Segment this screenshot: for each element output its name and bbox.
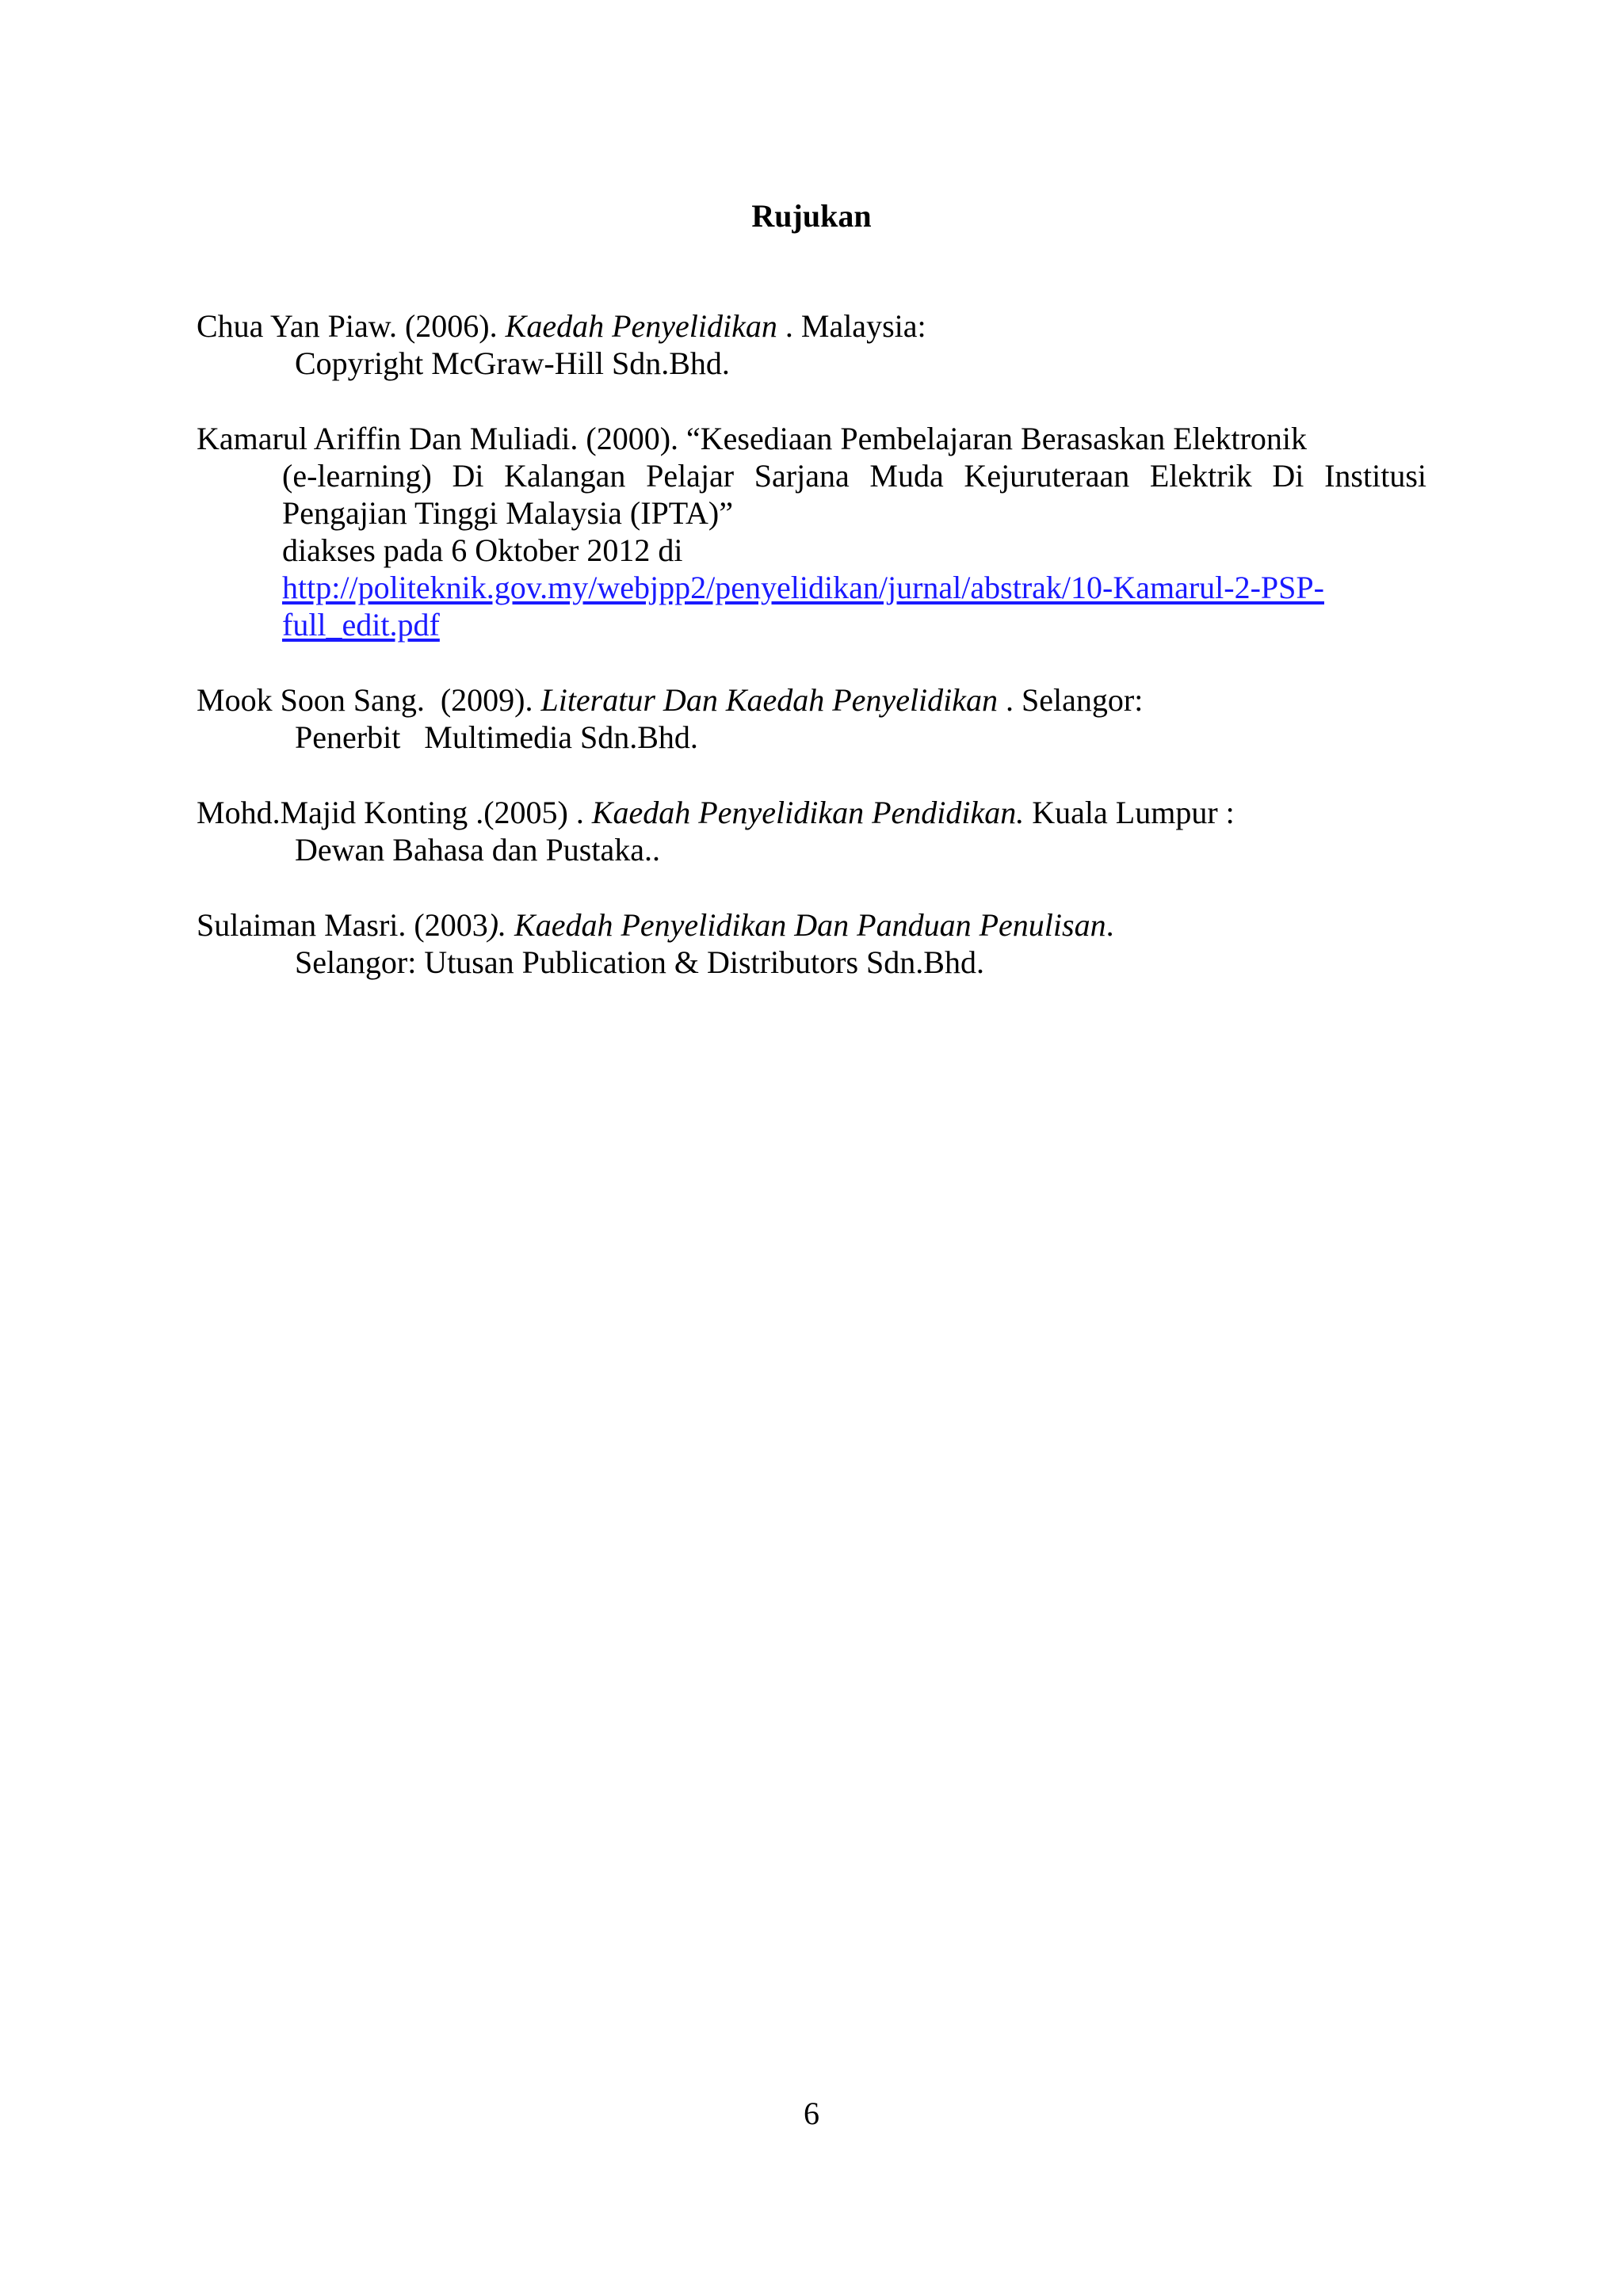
reference-line: Mohd.Majid Konting .(2005) . Kaedah Penyelidikan Pendidikan. Kuala Lumpur : xyxy=(197,795,1235,830)
reference-line: Mook Soon Sang. (2009). Literatur Dan Kaedah Penyelidikan . Selangor: xyxy=(197,682,1144,718)
reference-title: Kaedah Penyelidikan xyxy=(505,308,777,344)
reference-line: Chua Yan Piaw. (2006). Kaedah Penyelidikan . Malaysia: xyxy=(197,308,926,344)
reference-entry-sulaiman xyxy=(197,906,1426,981)
reference-entry-chua xyxy=(197,307,1426,382)
reference-line: Penerbit Multimedia Sdn.Bhd. xyxy=(295,719,698,755)
reference-url-link[interactable]: http://politeknik.gov.my/webjpp2/penyelidikan/jurnal/abstrak/10-Kamarul-2-PSP- xyxy=(282,570,1324,605)
reference-line: Copyright McGraw-Hill Sdn.Bhd. xyxy=(295,345,730,381)
reference-line: Dewan Bahasa dan Pustaka.. xyxy=(295,832,660,868)
reference-url-line xyxy=(197,606,1426,643)
reference-line: Sulaiman Masri. (2003). Kaedah Penyelidikan Dan Panduan Penulisan. xyxy=(197,907,1114,943)
reference-title: Kaedah Penyelidikan Pendidikan. xyxy=(591,795,1025,830)
reference-url-line xyxy=(197,569,1426,606)
page-number: 6 xyxy=(804,2096,819,2131)
reference-title: ). Kaedah Penyelidikan Dan Panduan Penulisan xyxy=(487,907,1106,943)
reference-list xyxy=(197,307,1426,1019)
reference-entry-majid xyxy=(197,794,1426,868)
reference-entry-mook xyxy=(197,681,1426,756)
reference-entry-kamarul xyxy=(197,420,1426,643)
page-title: Rujukan xyxy=(751,198,872,234)
reference-title: Literatur Dan Kaedah Penyelidikan xyxy=(540,682,999,718)
reference-line: (e-learning) Di Kalangan Pelajar Sarjana Muda Kejuruteraan Elektrik Di Institusi xyxy=(282,458,1426,494)
reference-line: Pengajian Tinggi Malaysia (IPTA)” xyxy=(282,495,733,531)
reference-url-link[interactable]: full_edit.pdf xyxy=(282,607,440,643)
reference-line: diakses pada 6 Oktober 2012 di xyxy=(282,532,683,568)
reference-line: Selangor: Utusan Publication & Distributors Sdn.Bhd. xyxy=(295,944,984,980)
reference-line: Kamarul Ariffin Dan Muliadi. (2000). “Kesediaan Pembelajaran Berasaskan Elektronik xyxy=(197,421,1308,456)
